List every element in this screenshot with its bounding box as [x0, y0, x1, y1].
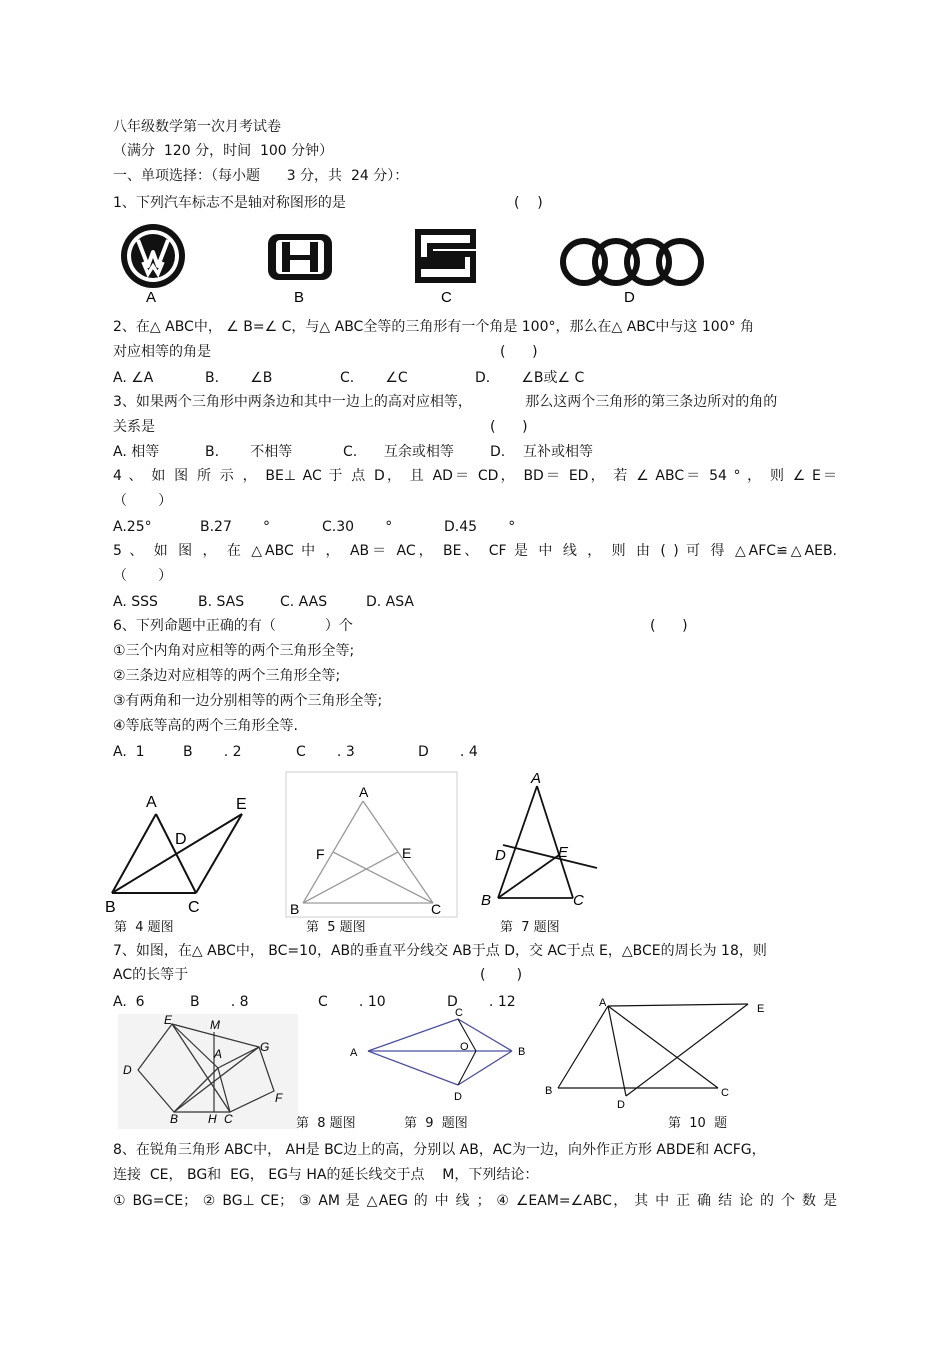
figure-8-caption: 第 8 题图 — [296, 1116, 356, 1131]
figure-8 — [118, 1014, 298, 1129]
fig8-label-d: D — [123, 1063, 132, 1077]
fig9-label-c: C — [455, 1007, 463, 1019]
question-2-line-1: 2、在△ ABC中， ∠ B=∠ C，与△ ABC全等的三角形有一个角是 100°，那么在△ ABC中与这 100° 角 — [113, 319, 755, 335]
fig5-label-a: A — [359, 784, 369, 800]
fig10-label-b: B — [545, 1085, 553, 1097]
question-7-paren: ( ) — [480, 967, 523, 983]
fig10-label-e: E — [757, 1003, 765, 1015]
logo-label-c: C — [441, 289, 452, 306]
fig9-label-o: O — [460, 1041, 469, 1053]
page-subtitle: （满分 120 分，时间 100 分钟） — [113, 143, 334, 159]
question-3-line-2: 关系是 — [113, 419, 155, 435]
question-6-item-4: ④等底等高的两个三角形全等. — [113, 718, 299, 734]
fig7-label-e: E — [558, 844, 569, 861]
figure-7-caption: 第 7 题图 — [500, 920, 560, 935]
question-4-option-c: C.30 ° — [322, 519, 393, 535]
question-6-text: 6、下列命题中正确的有（ ）个 — [113, 618, 353, 634]
fig5-label-c: C — [431, 901, 442, 917]
logo-label-d: D — [624, 289, 635, 306]
fig9-label-b: B — [518, 1046, 526, 1058]
logo-label-a: A — [146, 289, 157, 306]
audi-logo-icon — [563, 241, 701, 283]
question-4-line-2: （ ） — [113, 493, 173, 509]
question-6-option-c: C . 3 — [296, 744, 355, 760]
fig5-label-e: E — [402, 845, 412, 861]
question-5-option-d: D. ASA — [366, 594, 414, 610]
question-5-line-2: （ ） — [113, 568, 173, 584]
fig7-label-d: D — [495, 847, 506, 864]
fig7-label-c: C — [573, 892, 584, 909]
question-5-line-1: 5 、 如 图 ， 在 △ABC 中 ， AB＝ AC， BE、 CF 是 中 线 ， 则 由 ( ) 可 得 △AFC≌△AEB. — [113, 543, 837, 559]
question-7-line-1: 7、如图，在△ ABC中， BC=10，AB的垂直平分线交 AB于点 D，交 AC于点 E，△BCE的周长为 18，则 — [113, 943, 767, 959]
figure-9 — [340, 1004, 535, 1112]
question-4-option-b: B.27 ° — [200, 519, 271, 535]
question-5-option-a: A. SSS — [113, 594, 158, 610]
question-6-item-3: ③有两角和一边分别相等的两个三角形全等; — [113, 693, 383, 709]
figure-10 — [538, 994, 778, 1112]
page-title: 八年级数学第一次月考试卷 — [113, 119, 281, 135]
question-7-option-d: D . 12 — [447, 994, 516, 1010]
question-3-option-d: D. 互补或相等 — [490, 444, 594, 460]
question-8-line-3: ① BG=CE； ② BG⊥ CE； ③ AM 是 △AEG 的 中 线 ； ④ ∠EAM=∠ABC， 其 中 正 确 结 论 的 个 数 是 — [113, 1193, 837, 1209]
car-logos-figure — [110, 222, 720, 308]
question-8-line-1: 8、在锐角三角形 ABC中， AH是 BC边上的高，分别以 AB，AC为一边，向外作正方形 ABDE和 ACFG， — [113, 1142, 766, 1158]
section-heading: 一、单项选择：（每小题 3 分，共 24 分）： — [113, 168, 409, 184]
fig9-label-a: A — [350, 1047, 358, 1059]
question-6-item-1: ①三个内角对应相等的两个三角形全等; — [113, 643, 355, 659]
question-7-option-c: C . 10 — [318, 994, 386, 1010]
figure-7 — [475, 768, 605, 912]
fig9-label-d: D — [454, 1091, 462, 1103]
fig10-label-d: D — [617, 1099, 625, 1111]
question-7-option-b: B . 8 — [190, 994, 249, 1010]
question-3-option-c: C. 互余或相等 — [343, 444, 454, 460]
fig4-label-c: C — [188, 899, 200, 916]
question-6-option-d: D . 4 — [418, 744, 478, 760]
question-4-line-1: 4 、 如 图 所 示 ， BE⊥ AC 于 点 D， 且 AD＝ CD， BD＝ ED， 若 ∠ ABC＝ 54 ° ， 则 ∠ E＝ — [113, 468, 837, 484]
question-6-option-a: A. 1 — [113, 744, 145, 760]
figure-9-caption: 第 9 题图 — [404, 1116, 468, 1131]
figure-5 — [285, 771, 460, 919]
fig8-label-c: C — [224, 1112, 233, 1126]
fig8-label-a: A — [214, 1047, 223, 1061]
fig8-label-e: E — [164, 1014, 173, 1027]
question-5-option-b: B. SAS — [198, 594, 245, 610]
question-4-option-a: A.25° — [113, 519, 152, 535]
figure-10-caption: 第 10 题 — [668, 1116, 728, 1131]
logo-c-icon — [418, 232, 473, 280]
question-2-option-a: A. ∠A — [113, 370, 154, 386]
question-2-line-2: 对应相等的角是 — [113, 344, 211, 360]
question-3-option-a: A. 相等 — [113, 444, 160, 460]
figure-4 — [100, 788, 270, 916]
fig7-label-b: B — [481, 892, 492, 909]
question-3-line-1: 3、如果两个三角形中两条边和其中一边上的高对应相等， 那么这两个三角形的第三条边所对的角的 — [113, 394, 778, 410]
question-6-paren: ( ) — [650, 618, 688, 634]
fig4-label-d: D — [175, 831, 187, 848]
fig8-label-b: B — [170, 1112, 179, 1126]
fig4-label-b: B — [105, 899, 116, 916]
fig8-label-h: H — [208, 1112, 217, 1126]
question-3-option-b: B. 不相等 — [205, 444, 293, 460]
fig7-label-a: A — [531, 770, 542, 787]
vw-logo-icon — [121, 224, 185, 288]
fig5-label-f: F — [316, 846, 325, 862]
honda-logo-icon — [268, 234, 332, 280]
fig4-label-a: A — [146, 794, 157, 811]
fig8-label-g: G — [260, 1040, 270, 1054]
question-4-option-d: D.45 ° — [444, 519, 516, 535]
figure-4-caption: 第 4 题图 — [114, 920, 174, 935]
fig10-label-a: A — [599, 997, 607, 1009]
question-2-option-c: C. ∠C — [340, 370, 408, 386]
logo-label-b: B — [294, 289, 305, 306]
question-7-option-a: A. 6 — [113, 994, 145, 1010]
fig5-label-b: B — [290, 901, 300, 917]
question-6-item-2: ②三条边对应相等的两个三角形全等; — [113, 668, 341, 684]
question-2-paren: ( ) — [500, 344, 538, 360]
question-7-line-2: AC的长等于 — [113, 967, 189, 983]
fig8-label-f: F — [275, 1091, 283, 1105]
question-3-paren: ( ) — [490, 419, 528, 435]
question-8-line-2: 连接 CE， BG和 EG， EG与 HA的延长线交于点 M，下列结论： — [113, 1167, 539, 1183]
question-6-option-b: B . 2 — [183, 744, 242, 760]
question-1-text: 1、下列汽车标志不是轴对称图形的是 — [113, 195, 346, 211]
fig8-label-m: M — [210, 1018, 220, 1032]
figure-5-caption: 第 5 题图 — [306, 920, 366, 935]
question-2-option-d: D. ∠B或∠ C — [475, 370, 585, 386]
question-1-paren: ( ) — [514, 195, 543, 211]
fig10-label-c: C — [721, 1087, 729, 1099]
question-2-option-b: B. ∠B — [205, 370, 273, 386]
fig4-label-e: E — [236, 796, 247, 813]
question-5-option-c: C. AAS — [280, 594, 328, 610]
